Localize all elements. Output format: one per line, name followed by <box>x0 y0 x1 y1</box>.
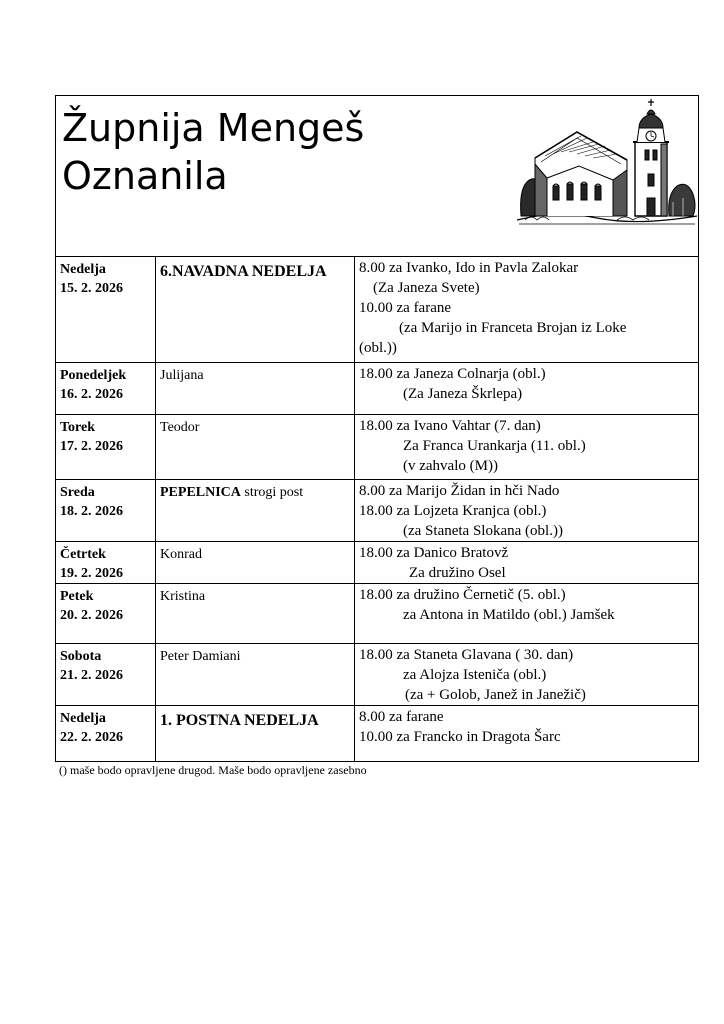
day-name: Ponedeljek <box>60 368 127 383</box>
mass-line: (obl.)) <box>359 340 397 356</box>
masses-cell <box>355 706 699 762</box>
mass-line: (v zahvalo (M)) <box>403 458 498 474</box>
table-row <box>56 480 699 542</box>
bulletin-page <box>55 95 699 778</box>
feast-cell: 6.NAVADNA NEDELJA <box>156 257 355 363</box>
masses-cell <box>355 542 699 584</box>
mass-line: (Za Janeza Svete) <box>373 280 480 296</box>
bulletin-title: Oznanila <box>62 154 228 198</box>
saint-cell: Julijana <box>156 363 355 415</box>
footnote: () maše bodo opravljene drugod. Maše bodo opravljene zasebno <box>59 763 367 777</box>
day-date: 16. 2. 2026 <box>60 387 123 402</box>
day-date: 18. 2. 2026 <box>60 504 123 519</box>
mass-line: (za Staneta Slokana (obl.)) <box>403 523 563 539</box>
mass-line: 18.00 za Lojzeta Kranjca (obl.) <box>359 503 547 519</box>
mass-line: Za družino Osel <box>409 565 506 581</box>
mass-line: za Antona in Matildo (obl.) Jamšek <box>403 607 615 623</box>
masses-cell <box>355 415 699 480</box>
table-row <box>56 542 699 584</box>
mass-line: Za Franca Urankarja (11. obl.) <box>403 438 586 454</box>
day-name: Sreda <box>60 485 95 500</box>
mass-line: 8.00 za farane <box>359 709 444 725</box>
table-row <box>56 644 699 706</box>
mass-line: (za Marijo in Franceta Brojan iz Loke <box>399 320 627 336</box>
day-date: 21. 2. 2026 <box>60 668 123 683</box>
day-date: 17. 2. 2026 <box>60 439 123 454</box>
mass-line: 8.00 za Ivanko, Ido in Pavla Zalokar <box>359 260 579 276</box>
feast-name: PEPELNICA <box>160 485 241 500</box>
table-row <box>56 363 699 415</box>
day-cell <box>56 706 156 762</box>
day-name: Sobota <box>60 649 102 664</box>
table-row <box>56 584 699 644</box>
header-box <box>55 95 699 256</box>
table-row <box>56 257 699 363</box>
day-name: Petek <box>60 589 94 604</box>
mass-line: 10.00 za farane <box>359 300 452 316</box>
table-row <box>56 706 699 762</box>
mass-line: 10.00 za Francko in Dragota Šarc <box>359 729 561 745</box>
feast-cell: 1. POSTNA NEDELJA <box>156 706 355 762</box>
day-cell <box>56 257 156 363</box>
saint-cell: Peter Damiani <box>156 644 355 706</box>
page-title <box>62 104 364 200</box>
day-date: 19. 2. 2026 <box>60 566 123 581</box>
masses-cell <box>355 584 699 644</box>
mass-line: 18.00 za družino Černetič (5. obl.) <box>359 587 566 603</box>
day-cell <box>56 584 156 644</box>
day-cell <box>56 480 156 542</box>
mass-line: (za + Golob, Janež in Janežič) <box>405 687 586 703</box>
mass-line: 8.00 za Marijo Židan in hči Nado <box>359 483 560 499</box>
day-name: Nedelja <box>60 262 106 277</box>
masses-cell <box>355 480 699 542</box>
mass-line: 18.00 za Staneta Glavana ( 30. dan) <box>359 647 574 663</box>
day-date: 15. 2. 2026 <box>60 281 123 296</box>
saint-cell <box>156 480 355 542</box>
mass-line: za Alojza Isteniča (obl.) <box>403 667 547 683</box>
mass-line: 18.00 za Danico Bratovž <box>359 545 509 561</box>
schedule-table <box>55 256 699 762</box>
day-name: Torek <box>60 420 96 435</box>
day-cell <box>56 542 156 584</box>
day-cell <box>56 363 156 415</box>
day-name: Četrtek <box>60 547 106 562</box>
day-date: 20. 2. 2026 <box>60 608 123 623</box>
day-name: Nedelja <box>60 711 106 726</box>
masses-cell <box>355 363 699 415</box>
mass-line: (Za Janeza Škrlepa) <box>403 386 523 402</box>
masses-cell <box>355 257 699 363</box>
saint-cell: Konrad <box>156 542 355 584</box>
day-cell <box>56 644 156 706</box>
saint-cell: Teodor <box>156 415 355 480</box>
saint-cell: Kristina <box>156 584 355 644</box>
masses-cell <box>355 644 699 706</box>
mass-line: 18.00 za Janeza Colnarja (obl.) <box>359 366 546 382</box>
feast-note: strogi post <box>240 485 304 500</box>
day-date: 22. 2. 2026 <box>60 730 123 745</box>
mass-line: 18.00 za Ivano Vahtar (7. dan) <box>359 418 541 434</box>
table-row <box>56 415 699 480</box>
parish-name: Župnija Mengeš <box>62 106 365 150</box>
day-cell <box>56 415 156 480</box>
church-illustration <box>517 98 697 226</box>
